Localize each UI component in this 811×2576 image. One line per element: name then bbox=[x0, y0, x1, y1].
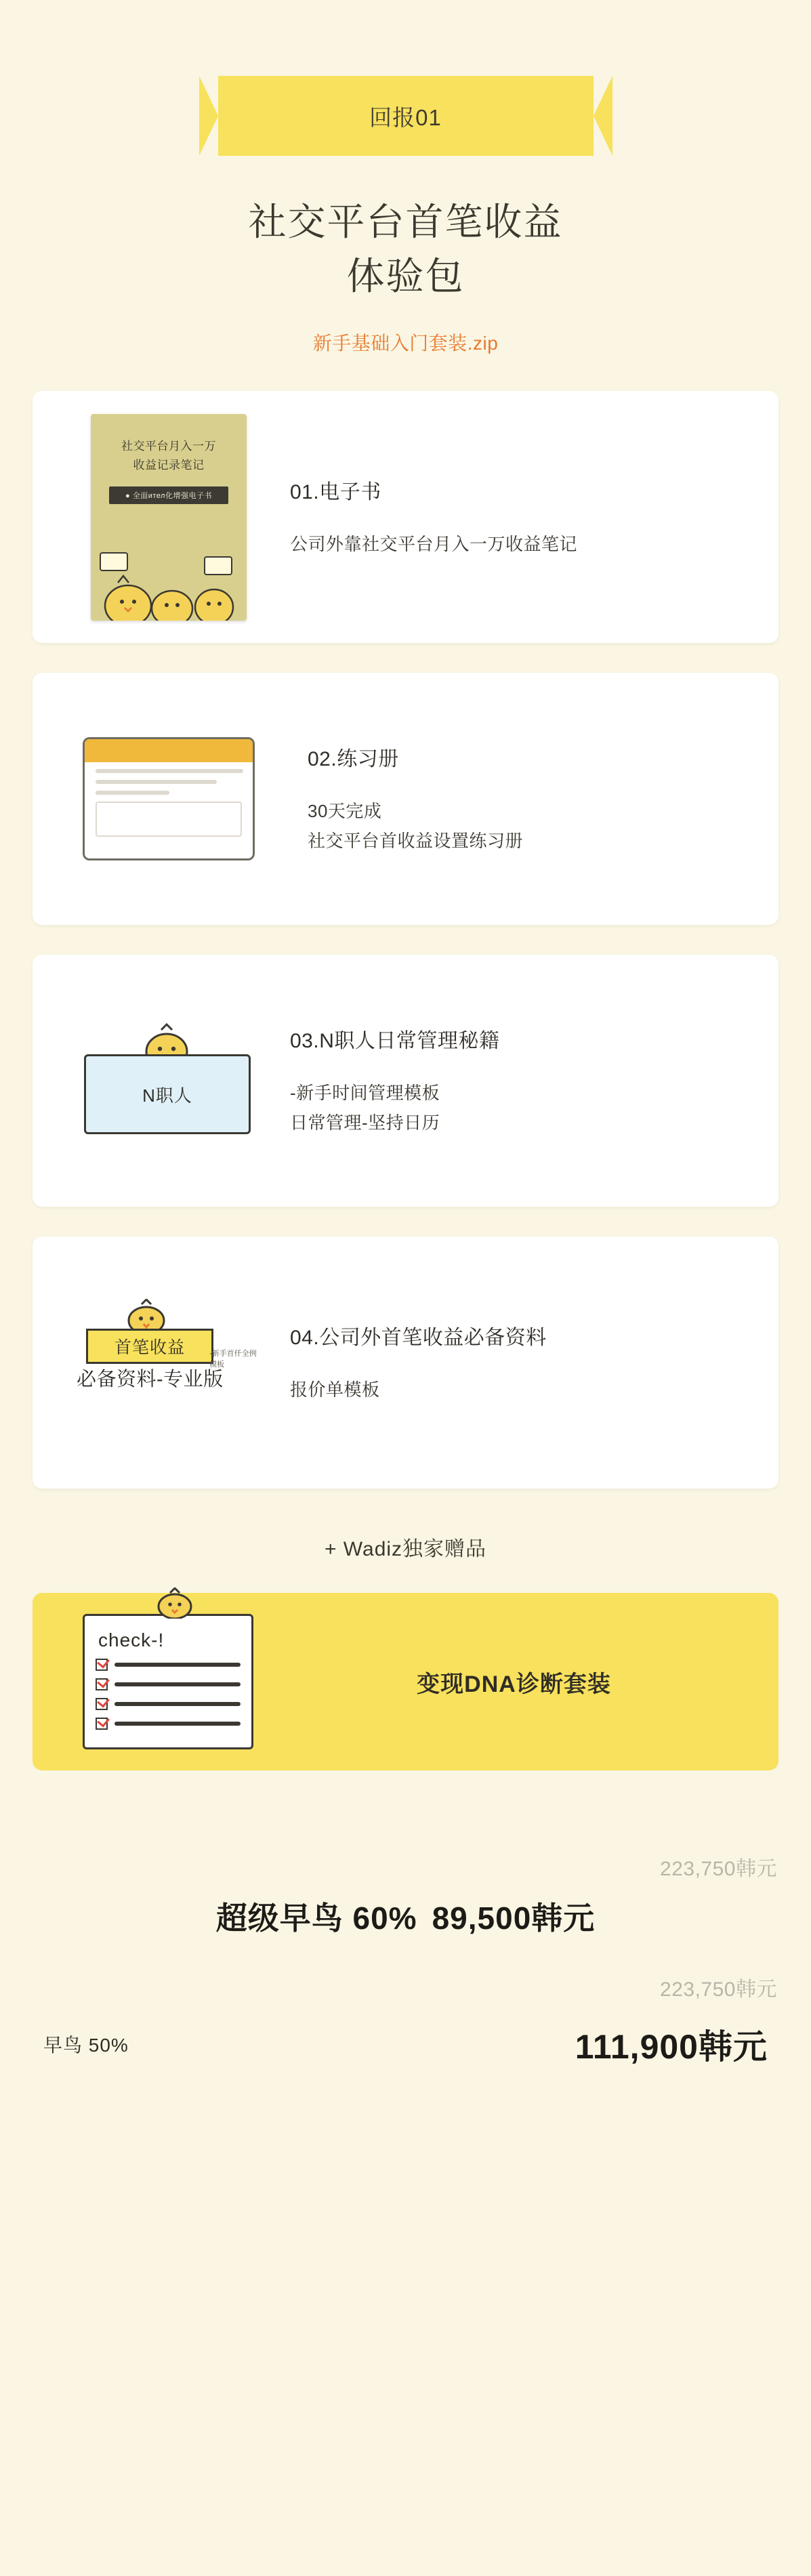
tablet-content-box bbox=[96, 802, 242, 837]
item-card-01-body bbox=[280, 475, 754, 559]
item-card-01-title: 01.电子书 bbox=[290, 480, 381, 503]
checklist-line bbox=[115, 1663, 241, 1667]
item-card-02 bbox=[33, 673, 778, 925]
tablet-line bbox=[96, 780, 217, 784]
first-revenue-main-label: 必备资料-专业版 bbox=[77, 1369, 224, 1391]
njob-box bbox=[84, 1054, 251, 1134]
package-file-name: 新手基础入门套装.zip bbox=[312, 333, 499, 354]
ebook-thumbnail bbox=[57, 414, 280, 621]
checklist-row bbox=[96, 1698, 241, 1710]
footer-spacer bbox=[0, 2116, 811, 2143]
item-card-03-title: 03.N职人日常管理秘籍 bbox=[290, 1029, 500, 1052]
ribbon-banner bbox=[199, 76, 612, 156]
pricing-section bbox=[0, 1852, 811, 2116]
njob-box-label: N职人 bbox=[142, 1085, 192, 1106]
item-card-03-body bbox=[280, 1024, 754, 1138]
item-card-02-body bbox=[280, 742, 754, 856]
item-card-01 bbox=[33, 391, 778, 643]
page-title bbox=[0, 195, 811, 303]
bonus-title: 变现DNA诊断套装 bbox=[417, 1671, 611, 1697]
first-revenue-thumbnail bbox=[57, 1299, 280, 1426]
ribbon-banner-wrapper bbox=[0, 0, 811, 156]
checklist-title: check-! bbox=[98, 1629, 165, 1651]
njob-thumbnail bbox=[57, 1023, 280, 1138]
first-revenue-illustration bbox=[77, 1299, 261, 1426]
deal-price-1: 89,500韩元 bbox=[432, 1900, 596, 1936]
tablet-line bbox=[96, 791, 169, 795]
bonus-card bbox=[33, 1593, 778, 1770]
pricing-deal-row-1 bbox=[27, 1894, 784, 1938]
ebook-cover-title-line1: 社交平台月入一万 bbox=[121, 439, 216, 453]
tablet-header-bar bbox=[85, 739, 253, 762]
item-card-03 bbox=[33, 955, 778, 1207]
page-title-line2: 体验包 bbox=[346, 254, 465, 297]
deal-price-2: 111,900韩元 bbox=[575, 2028, 768, 2066]
workbook-thumbnail bbox=[57, 737, 280, 860]
item-card-04 bbox=[33, 1237, 778, 1489]
first-revenue-band bbox=[86, 1329, 213, 1364]
item-card-04-body bbox=[280, 1321, 754, 1405]
page-title-line1: 社交平台首笔收益 bbox=[248, 201, 563, 243]
checklist-row bbox=[96, 1659, 241, 1671]
item-card-list bbox=[0, 391, 811, 1489]
item-card-01-desc: 公司外靠社交平台月入一万收益笔记 bbox=[290, 533, 578, 554]
item-card-02-title: 02.练习册 bbox=[308, 747, 399, 770]
ribbon-label: 回报01 bbox=[369, 104, 442, 130]
chick-illustration-icon bbox=[91, 541, 247, 621]
checkbox-checked-icon bbox=[96, 1698, 108, 1710]
ebook-cover bbox=[91, 414, 247, 621]
bonus-label: + Wadiz独家赠品 bbox=[324, 1538, 487, 1561]
ebook-cover-title-line2: 收益记录笔记 bbox=[133, 459, 205, 472]
checkbox-checked-icon bbox=[96, 1678, 108, 1690]
checklist-line bbox=[115, 1682, 241, 1686]
original-price-1: 223,750韩元 bbox=[660, 1858, 777, 1881]
checklist-line bbox=[115, 1702, 241, 1706]
checkbox-checked-icon bbox=[96, 1718, 108, 1730]
item-card-04-desc: 报价单模板 bbox=[290, 1379, 380, 1400]
tablet-line bbox=[96, 769, 243, 773]
item-card-03-desc-line1: -新手时间管理模板 bbox=[290, 1082, 440, 1103]
deal-name-1: 超级早鸟 60% bbox=[215, 1900, 417, 1936]
bonus-thumbnail bbox=[60, 1614, 276, 1749]
pricing-deal-row-2 bbox=[27, 2020, 784, 2069]
chick-icon bbox=[150, 1587, 200, 1619]
ebook-cover-title bbox=[91, 437, 247, 476]
pricing-original-row-1 bbox=[27, 1852, 784, 1882]
njob-illustration bbox=[84, 1023, 253, 1138]
checklist-note bbox=[83, 1614, 253, 1749]
checkbox-checked-icon bbox=[96, 1659, 108, 1671]
first-revenue-band-label: 首笔收益 bbox=[114, 1338, 185, 1358]
item-card-04-title: 04.公司外首笔收益必备资料 bbox=[290, 1326, 547, 1349]
checklist-line bbox=[115, 1722, 241, 1726]
first-revenue-mini-label: -新手首仟全例模板 bbox=[209, 1350, 257, 1369]
ebook-cover-badge: ● 全面ител化增强电子书 bbox=[109, 486, 228, 504]
item-card-03-desc bbox=[290, 1078, 754, 1138]
item-card-02-desc bbox=[308, 796, 754, 856]
tablet-mockup bbox=[83, 737, 255, 860]
original-price-2: 223,750韩元 bbox=[660, 1978, 777, 2001]
pricing-original-row-2 bbox=[27, 1972, 784, 2002]
item-card-02-desc-line2: 社交平台首收益设置练习册 bbox=[308, 831, 524, 852]
checklist-row bbox=[96, 1718, 241, 1730]
item-card-03-desc-line2: 日常管理-坚持日历 bbox=[290, 1113, 440, 1134]
deal-name-2: 早鸟 50% bbox=[43, 2035, 129, 2056]
item-card-02-desc-line1: 30天完成 bbox=[308, 800, 382, 821]
checklist-row bbox=[96, 1678, 241, 1690]
